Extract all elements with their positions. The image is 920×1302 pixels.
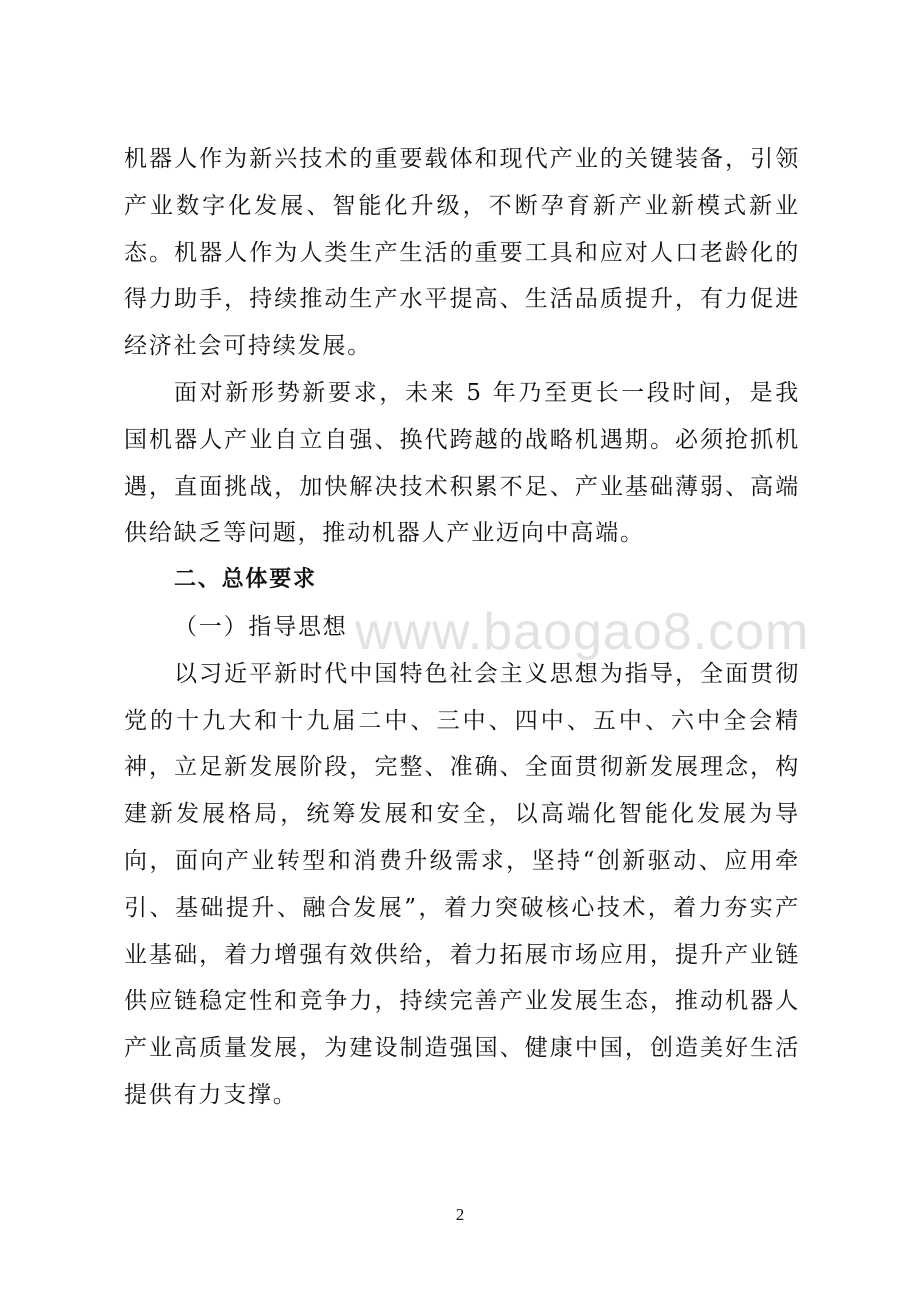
paragraph-guiding-ideology: 以习近平新时代中国特色社会主义思想为指导，全面贯彻党的十九大和十九届二中、三中、四中、五中、六中全会精神，立足新发展阶段，完整、准确、全面贯彻新发展理念，构建新发展格局，统筹发展和安全，以高端化智能化发展为导向，面向产业转型和消费升级需求，坚持“创新驱动、应用牵引、基础提升、融合发展”，着力突破核心技术，着力夯实产业基础，着力增强有效供给，着力拓展市场应用，提升产业链供应链稳定性和竞争力，持续完善产业发展生态，推动机器人产业高质量发展，为建设制造强国、健康中国，创造美好生活提供有力支撑。	[124, 660, 800, 1108]
document-body	[124, 136, 800, 1119]
paragraph-new-situation: 面对新形势新要求，未来 5 年乃至更长一段时间，是我国机器人产业自立自强、换代跨越的战略机遇期。必须抢抓机遇，直面挑战，加快解决技术积累不足、产业基础薄弱、高端供给缺乏等问题，推动机器人产业迈向中高端。	[124, 379, 800, 547]
section-heading: 二、总体要求	[174, 567, 317, 593]
page-number: 2	[455, 1205, 465, 1224]
paragraph-robot-role: 机器人作为新兴技术的重要载体和现代产业的关键装备，引领产业数字化发展、智能化升级，不断孕育新产业新模式新业态。机器人作为人类生产生活的重要工具和应对人口老龄化的得力助手，持续推动生产水平提高、生活品质提升，有力促进经济社会可持续发展。	[124, 146, 800, 360]
watermark: www.baogao8.com	[355, 603, 810, 661]
subsection-heading: （一）指导思想	[174, 613, 348, 640]
